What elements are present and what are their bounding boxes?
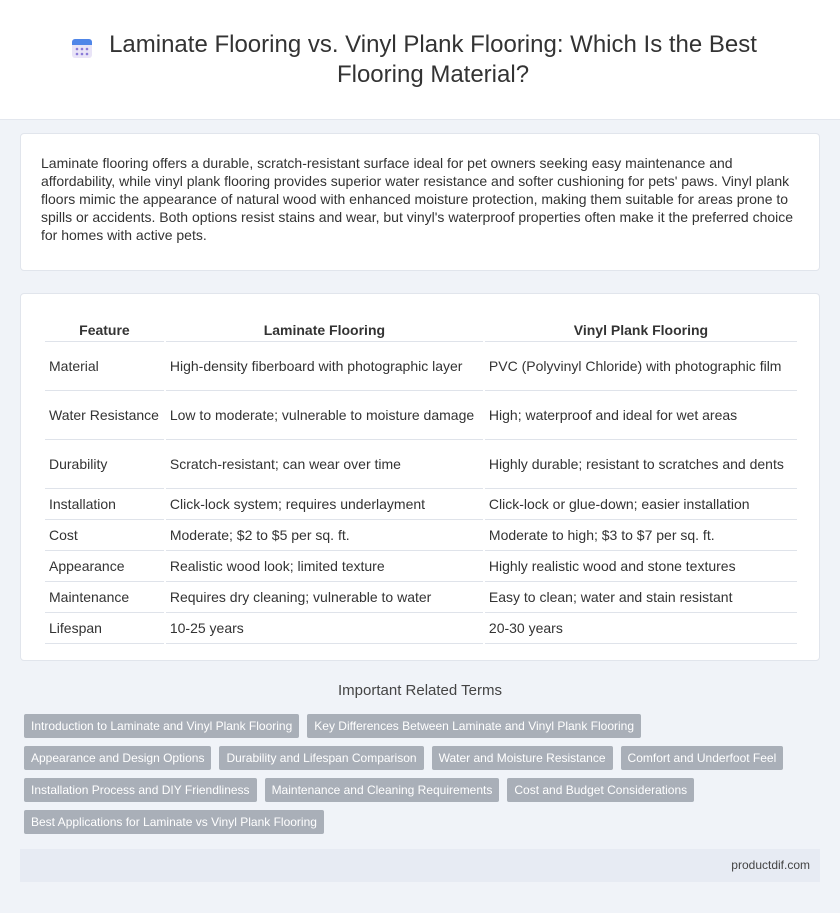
table-cell: Installation	[45, 489, 164, 520]
table-row	[45, 391, 797, 440]
related-term-tag[interactable]: Installation Process and DIY Friendliness	[24, 778, 257, 802]
related-term-tag[interactable]: Introduction to Laminate and Vinyl Plank Flooring	[24, 714, 299, 738]
table-cell: PVC (Polyvinyl Chloride) with photographic film	[485, 342, 797, 391]
related-term-tag[interactable]: Water and Moisture Resistance	[432, 746, 613, 770]
table-cell: High; waterproof and ideal for wet areas	[485, 391, 797, 440]
table-cell: Durability	[45, 440, 164, 489]
table-cell: Appearance	[45, 551, 164, 582]
intro-text: Laminate flooring offers a durable, scratch-resistant surface ideal for pet owners seeking easy maintenance and affordability, while vinyl plank flooring provides superior water resistance and softer cushioning for pets' paws. Vinyl plank floors mimic the appearance of natural wood with enhanced moisture protection, making them suitable for areas prone to spills or accidents. Both options resist stains and wear, but vinyl's waterproof properties often make it the preferred choice for homes with active pets.	[41, 155, 794, 243]
table-cell: Click-lock system; requires underlayment	[166, 489, 483, 520]
table-header: Laminate Flooring	[166, 312, 483, 342]
table-cell: Click-lock or glue-down; easier installation	[485, 489, 797, 520]
related-term-tag[interactable]: Appearance and Design Options	[24, 746, 211, 770]
table-row	[45, 582, 797, 613]
comparison-table	[43, 312, 799, 644]
table-cell: Low to moderate; vulnerable to moisture damage	[166, 391, 483, 440]
table-cell: Water Resistance	[45, 391, 164, 440]
table-cell: Material	[45, 342, 164, 391]
intro-card	[20, 133, 820, 271]
table-row	[45, 489, 797, 520]
related-term-tag[interactable]: Best Applications for Laminate vs Vinyl Plank Flooring	[24, 810, 324, 834]
table-header-row	[45, 312, 797, 342]
related-terms-title: Important Related Terms	[338, 682, 502, 699]
table-row	[45, 613, 797, 644]
footer-site-link[interactable]: productdif.com	[731, 858, 810, 872]
table-header: Vinyl Plank Flooring	[485, 312, 797, 342]
table-cell: Highly durable; resistant to scratches and dents	[485, 440, 797, 489]
related-term-tag[interactable]: Maintenance and Cleaning Requirements	[265, 778, 500, 802]
related-term-tag[interactable]: Durability and Lifespan Comparison	[219, 746, 423, 770]
table-cell: 20-30 years	[485, 613, 797, 644]
table-row	[45, 342, 797, 391]
table-cell: Highly realistic wood and stone textures	[485, 551, 797, 582]
table-cell: Maintenance	[45, 582, 164, 613]
table-row	[45, 551, 797, 582]
table-cell: Lifespan	[45, 613, 164, 644]
table-cell: Realistic wood look; limited texture	[166, 551, 483, 582]
calendar-icon	[70, 36, 94, 60]
related-term-tag[interactable]: Cost and Budget Considerations	[507, 778, 694, 802]
table-cell: Easy to clean; water and stain resistant	[485, 582, 797, 613]
table-cell: High-density fiberboard with photographic layer	[166, 342, 483, 391]
table-cell: Requires dry cleaning; vulnerable to water	[166, 582, 483, 613]
page-header	[0, 0, 840, 120]
related-term-tag[interactable]: Comfort and Underfoot Feel	[621, 746, 784, 770]
footer	[20, 849, 820, 882]
table-row	[45, 440, 797, 489]
table-cell: Moderate to high; $3 to $7 per sq. ft.	[485, 520, 797, 551]
page-title: Laminate Flooring vs. Vinyl Plank Flooring: Which Is the Best Flooring Material?	[109, 30, 757, 88]
related-terms-list	[24, 714, 824, 842]
table-cell: Cost	[45, 520, 164, 551]
table-header: Feature	[45, 312, 164, 342]
table-cell: Moderate; $2 to $5 per sq. ft.	[166, 520, 483, 551]
table-cell: Scratch-resistant; can wear over time	[166, 440, 483, 489]
comparison-card	[20, 293, 820, 661]
table-row	[45, 520, 797, 551]
table-cell: 10-25 years	[166, 613, 483, 644]
title-wrap	[70, 30, 770, 90]
related-term-tag[interactable]: Key Differences Between Laminate and Vinyl Plank Flooring	[307, 714, 641, 738]
